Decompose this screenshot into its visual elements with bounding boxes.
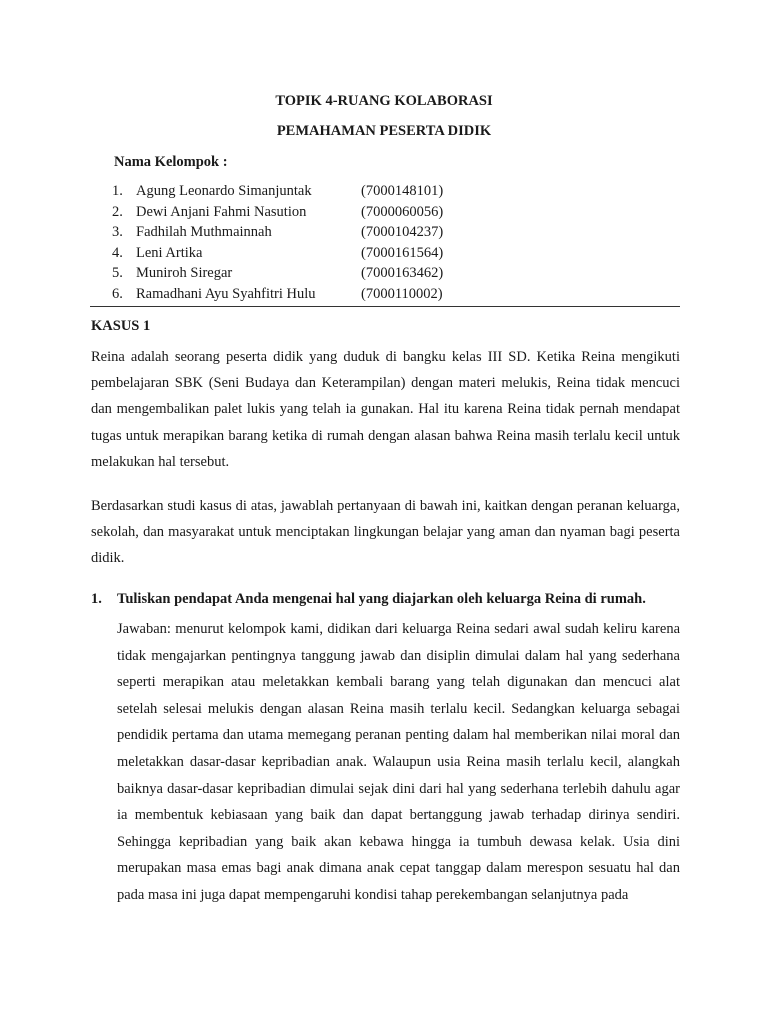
member-name: Agung Leonardo Simanjuntak [136,183,312,199]
member-number: 3. [112,224,123,241]
case-paragraph: Reina adalah seorang peserta didik yang duduk di bangku kelas III SD. Ketika Reina mengikuti pembelajaran SBK (Seni Budaya dan Keterampilan) dengan materi melukis, Reina tidak mencuci dan mengembalikan palet lukis yang telah ia gunakan. Hal itu karena Reina tidak pernah mendapat tugas untuk merapikan barang ketika di rumah dengan alasan bahwa Reina masih terlalu kecil untuk melakukan hal tersebut. [91,349,680,470]
instruction-paragraph: Berdasarkan studi kasus di atas, jawablah pertanyaan di bawah ini, kaitkan dengan peranan keluarga, sekolah, dan masyarakat untuk menciptakan lingkungan belajar yang aman dan nyaman bagi peserta didik. [91,498,680,567]
list-item [112,222,472,243]
member-id: (7000110002) [361,285,443,302]
member-name: Leni Artika [136,244,203,261]
group-label: Nama Kelompok : [114,154,228,170]
question-text: Tuliskan pendapat Anda mengenai hal yang diajarkan oleh keluarga Reina di rumah. [117,591,646,607]
member-id: (7000060056) [361,203,444,220]
member-name: Fadhilah Muthmainnah [136,224,272,241]
list-item [112,202,472,223]
member-id: (7000163462) [361,265,444,282]
horizontal-divider [90,306,680,307]
case-title: KASUS 1 [91,318,151,334]
list-item [112,263,472,284]
member-number: 1. [112,183,123,199]
member-number: 6. [112,285,123,302]
member-name: Muniroh Siregar [136,265,233,282]
member-number: 4. [112,244,123,261]
member-number: 2. [112,203,123,220]
member-name: Ramadhani Ayu Syahfitri Hulu [136,285,316,302]
member-name: Dewi Anjani Fahmi Nasution [136,203,307,220]
member-id: (7000148101) [361,183,444,199]
member-number: 5. [112,265,123,282]
document-title: TOPIK 4-RUANG KOLABORASI [275,93,493,109]
list-item [112,181,472,202]
member-id: (7000104237) [361,224,444,241]
member-id: (7000161564) [361,244,444,261]
document-subtitle: PEMAHAMAN PESERTA DIDIK [276,123,492,139]
list-item [112,243,472,264]
list-item [112,284,472,305]
answer-paragraph: Jawaban: menurut kelompok kami, didikan dari keluarga Reina sedari awal sudah keliru karena tidak mengajarkan pentingnya tanggung jawab dan disiplin dimulai dalam hal yang sederhana seperti merapikan atau meletakkan kembali barang yang telah digunakan dan mencuci alat setelah selesai melukis dengan alasan Reina masih terlalu kecil. Sedangkan keluarga sebagai pendidik pertama dan utama memegang peranan penting dalam hal memberikan nilai moral dan meletakkan dasar-dasar kepribadian anak. Walaupun usia Reina masih terlalu kecil, alangkah baiknya dasar-dasar kepribadian dimulai sejak dini dari hal yang sederhana terlebih dahulu agar ia membentuk kebiasaan yang baik dan dapat bertanggung jawab terhadap dirinya sendiri. Sehingga kepribadian yang baik akan kebawa hingga ia tumbuh dewasa kelak. Usia dini merupakan masa emas bagi anak dimana anak cepat tanggap dalam merespon sesuatu hal dan pada masa ini juga dapat mempengaruhi kondisi tahap perekembangan selanjutnya pada [117,621,680,903]
member-list [112,181,472,305]
question-number: 1. [91,591,102,607]
